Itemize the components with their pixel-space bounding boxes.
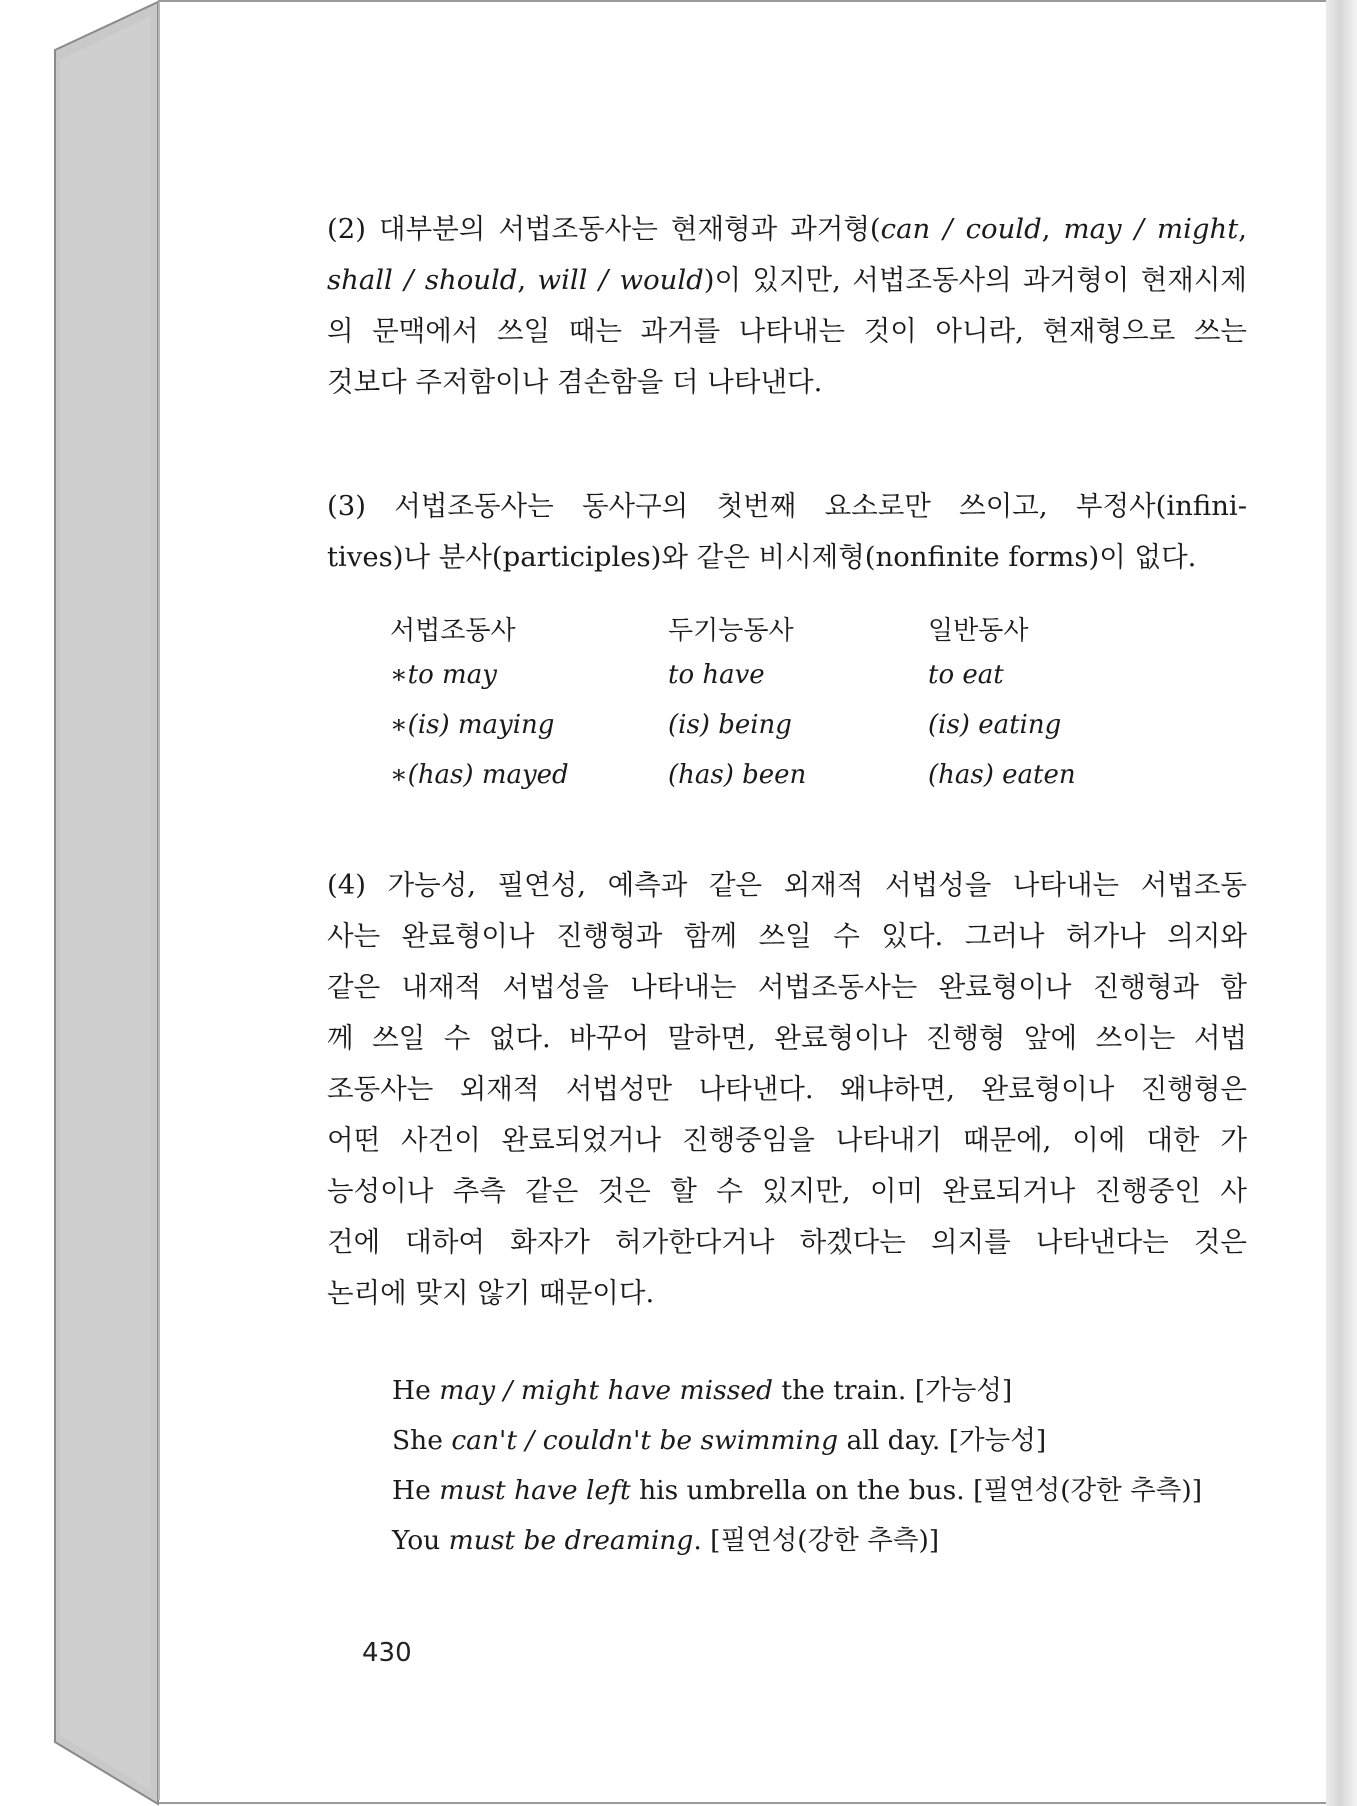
table-cell: (has) been [668,760,807,790]
paragraph-line: 건에 대하여 화자가 허가한다거나 하겠다는 의지를 나타낸다는 것은 [327,1226,1247,1258]
example-sentence: He may / might have missed the train. [가능성] [392,1375,1013,1406]
paragraph-line: shall / should, will / would)이 있지만, 서법조동사의 과거형이 현재시제 [327,264,1247,296]
page-right-edge [1326,0,1357,1806]
table-cell: ∗to may [390,660,497,690]
paragraph-line: 어떤 사건이 완료되었거나 진행중임을 나타내기 때문에, 이에 대한 가 [327,1124,1247,1156]
italic-term: will / would [537,264,704,296]
italic-term: must have left [439,1475,631,1506]
table-header-general: 일반동사 [928,616,1029,646]
example-sentence: She can't / couldn't be swimming all day. [가능성] [392,1425,1047,1456]
italic-term: shall / should [327,264,518,296]
table-cell: to eat [928,660,1004,690]
italic-term: may / might [1063,213,1239,245]
example-sentence: You must be dreaming. [필연성(강한 추측)] [392,1525,940,1556]
paragraph-line: 사는 완료형이나 진행형과 함께 쓰일 수 있다. 그러나 허가나 의지와 [327,920,1247,952]
paragraph-line: 것보다 주저함이나 겸손함을 더 나타낸다. [327,366,823,398]
table-header-row [390,610,1190,654]
italic-term: may / might have missed [439,1375,773,1406]
italic-term: must be dreaming [448,1525,694,1556]
paragraph-line: 논리에 맞지 않기 때문이다. [327,1277,655,1309]
example-sentences [392,1366,1292,1566]
paragraph-line: 의 문맥에서 쓰일 때는 과거를 나타내는 것이 아니라, 현재형으로 쓰는 [327,315,1247,347]
example-sentence: He must have left his umbrella on the bus. [필연성(강한 추측)] [392,1475,1203,1506]
paragraph-4 [327,860,1247,1319]
paragraph-line: tives)나 분사(participles)와 같은 비시제형(nonfinite forms)이 없다. [327,541,1197,573]
table-cell: ∗(is) maying [390,710,555,740]
italic-term: can / could [880,213,1042,245]
table-cell: to have [668,660,765,690]
italic-term: can't / couldn't be swimming [451,1425,839,1456]
paragraph-line: 께 쓰일 수 없다. 바꾸어 말하면, 완료형이나 진행형 앞에 쓰이는 서법 [327,1022,1247,1054]
paragraph-line: 같은 내재적 서법성을 나타내는 서법조동사는 완료형이나 진행형과 함 [327,971,1247,1003]
paragraph-line: 조동사는 외재적 서법성만 나타낸다. 왜냐하면, 완료형이나 진행형은 [327,1073,1247,1105]
table-header-modal: 서법조동사 [390,616,516,646]
table-cell: ∗(has) mayed [390,760,569,790]
paragraph-3 [327,481,1247,583]
paragraph-2 [327,204,1247,408]
paragraph-line: 능성이나 추측 같은 것은 할 수 있지만, 이미 완료되거나 진행중인 사 [327,1175,1247,1207]
paragraph-line: (3) 서법조동사는 동사구의 첫번째 요소로만 쓰이고, 부정사(infini- [327,490,1247,522]
page-top-edge [158,0,1328,2]
table-row [390,760,1190,804]
page-bottom-edge [158,1802,1328,1804]
paragraph-line: (2) 대부분의 서법조동사는 현재형과 과거형(can / could, may / might, [327,213,1247,245]
paragraph-line: (4) 가능성, 필연성, 예측과 같은 외재적 서법성을 나타내는 서법조동 [327,869,1247,901]
table-row [390,710,1190,754]
table-cell: (has) eaten [928,760,1076,790]
table-cell: (is) eating [928,710,1062,740]
table-cell: (is) being [668,710,792,740]
page-number: 430 [362,1638,412,1668]
table-header-dual: 두기능동사 [668,616,794,646]
table-row [390,660,1190,704]
